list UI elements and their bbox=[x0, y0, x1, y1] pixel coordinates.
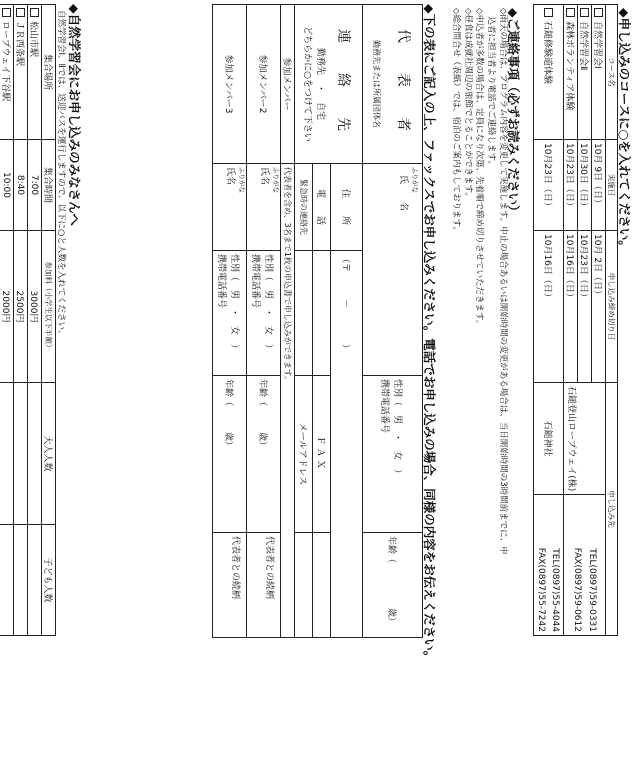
note-line: 込者に担当者より電話でご連絡します。 bbox=[486, 8, 497, 169]
contact-a-name: 石鎚登山ロープウェイ(株) bbox=[564, 383, 606, 495]
note-line: ◇昼食は成就社周辺の旅館でとることができます。 bbox=[462, 8, 473, 201]
member3-relation-field[interactable]: 代表者との続柄 bbox=[213, 533, 247, 638]
course-deadline: 10月23日（日） bbox=[578, 231, 592, 383]
bus-fee: 3000円 bbox=[28, 231, 42, 383]
course-name-header: コース名 bbox=[606, 5, 618, 140]
course-deadline-header: 申し込み締め切り日 bbox=[606, 231, 618, 383]
participants-label: 参加メンバー bbox=[281, 5, 295, 164]
contact-cell: 連 絡 先 勤務先 ・ 自宅 どちらかに○をつけて下さい bbox=[295, 5, 363, 164]
workplace-label: 勤務先または所属団体名 bbox=[372, 40, 381, 128]
note-line: ◇総合問合せ（表紙）では、宿泊のご案内もしております。 bbox=[450, 8, 461, 235]
course-section-heading: ◆申し込みのコースに○を入れてください。 bbox=[617, 8, 632, 253]
course-checkbox[interactable] bbox=[566, 8, 575, 17]
address-field[interactable]: （〒 － ） bbox=[331, 251, 363, 638]
emergency-label: 緊急時の連絡先 bbox=[295, 164, 313, 251]
bus-checkbox[interactable] bbox=[30, 8, 39, 17]
fax-field[interactable] bbox=[313, 533, 331, 638]
contact-a-numbers: TEL(0897)59-0331 FAX(0897)59-0612 bbox=[564, 495, 606, 636]
representative-cell bbox=[363, 5, 423, 164]
course-date: 10月23日（日） bbox=[534, 140, 564, 231]
course-checkbox[interactable] bbox=[594, 8, 603, 17]
notes-list bbox=[449, 8, 508, 555]
note-line: ◇雨天の場合は、プログラム内容を変更して実施します。中止の場合あるいは開始時間の変更がある場合は、当日開始時間の3時間前までに、申 bbox=[498, 8, 508, 555]
contact-header: 申し込み先 bbox=[606, 383, 618, 636]
bus-time: 8:40 bbox=[14, 140, 28, 231]
course-row[interactable]: 森林ボランティア体験 bbox=[564, 5, 578, 140]
emergency-field[interactable] bbox=[295, 251, 313, 376]
name-field[interactable]: ふりがな 氏 名 bbox=[363, 164, 423, 376]
application-form-table bbox=[212, 4, 423, 638]
bus-table bbox=[0, 4, 56, 636]
form-heading: ◆下の表にご記入の上、ファックスでお申し込みください。電話でお申し込みの場合、同様の内容をお伝えください。 bbox=[422, 4, 437, 664]
bus-place-header: 集合場所 bbox=[42, 5, 56, 140]
course-date: 10月30日（日） bbox=[578, 140, 592, 231]
contact-b-name: 石鎚神社 bbox=[534, 383, 564, 495]
age-field[interactable]: 年齢（ 歳） bbox=[363, 533, 423, 638]
contact-b-numbers: TEL(0897)55-4044 FAX(0897)55-7242 bbox=[534, 495, 564, 636]
bus-fee-header: 参加料（小学生以下半額） bbox=[42, 231, 56, 383]
bus-place[interactable]: 松山市駅 bbox=[28, 5, 42, 140]
bus-time: 10:00 bbox=[0, 140, 14, 231]
course-row[interactable]: 石鎚修験道体験 bbox=[534, 5, 564, 140]
bus-time-header: 集合時間 bbox=[42, 140, 56, 231]
course-deadline: 10月 2日（日） bbox=[592, 231, 606, 383]
bus-adults-field[interactable] bbox=[14, 383, 28, 525]
bus-place[interactable]: ロープウェイ下谷駅 bbox=[0, 5, 14, 140]
bus-adults-header: 大人人数 bbox=[42, 383, 56, 525]
member2-age-field[interactable]: 年齢（歳） bbox=[247, 376, 281, 533]
gender-field[interactable]: 性別（ 男 ・ 女 ） 携帯電話番号 bbox=[363, 376, 423, 533]
member3-name-field[interactable]: ふりがな 氏名 bbox=[213, 164, 247, 251]
course-row[interactable]: 自然学習会Ⅰ bbox=[592, 5, 606, 140]
phone-field[interactable] bbox=[313, 251, 331, 376]
bus-children-header: 子ども人数 bbox=[42, 525, 56, 636]
fax-label: ＦＡＸ bbox=[313, 376, 331, 533]
course-checkbox[interactable] bbox=[544, 8, 553, 17]
notes-heading: ◆ご連絡事項（必ずお読みください） bbox=[506, 8, 521, 218]
bus-checkbox[interactable] bbox=[2, 8, 11, 17]
representative-label: 代 表 者 bbox=[395, 29, 411, 139]
note-line: ◇申込者が多数の場合は、定員になり次第、先着順で締め切りさせていただきます。 bbox=[474, 8, 485, 329]
member2-label: 参加メンバー2 bbox=[247, 5, 281, 164]
bus-fee: 2500円 bbox=[14, 231, 28, 383]
member2-relation-field[interactable]: 代表者との続柄 bbox=[247, 533, 281, 638]
member3-gender-field[interactable]: 性別（ 男 ・ 女 ） 携帯電話番号 bbox=[213, 251, 247, 376]
participants-note: 代表者を含め、3名まで1枚の申込書で申し込みができます。 bbox=[281, 164, 295, 638]
bus-time: 7:00 bbox=[28, 140, 42, 231]
course-checkbox[interactable] bbox=[580, 8, 589, 17]
course-date: 10月23日（日） bbox=[564, 140, 578, 231]
course-table bbox=[533, 4, 618, 636]
bus-subtitle: 自然学習会Ⅰ、Ⅱでは、送迎バスを運行しますので、以下に○と人数を入れてください。 bbox=[56, 10, 66, 339]
bus-checkbox[interactable] bbox=[16, 8, 25, 17]
bus-heading: ◆自然学習会にお申し込みのみなさんへ bbox=[67, 4, 82, 226]
phone-label: 電 話 bbox=[313, 164, 331, 251]
email-label: メールアドレス bbox=[295, 376, 313, 533]
course-date: 10月 9日（日） bbox=[592, 140, 606, 231]
bus-children-field[interactable] bbox=[14, 525, 28, 636]
member3-label: 参加メンバー3 bbox=[213, 5, 247, 164]
course-row[interactable]: 自然学習会Ⅱ bbox=[578, 5, 592, 140]
course-date-header: 実施日 bbox=[606, 140, 618, 231]
member3-age-field[interactable]: 年齢（歳） bbox=[213, 376, 247, 533]
bus-adults-field[interactable] bbox=[0, 383, 14, 525]
address-label: 住 所 bbox=[331, 164, 363, 251]
course-deadline: 10月16日（日） bbox=[564, 231, 578, 383]
course-deadline: 10月16日（日） bbox=[534, 231, 564, 383]
bus-place[interactable]: ＪＲ西条駅 bbox=[14, 5, 28, 140]
bus-fee: 2000円 bbox=[0, 231, 14, 383]
bus-children-field[interactable] bbox=[0, 525, 14, 636]
bus-adults-field[interactable] bbox=[28, 383, 42, 525]
bus-children-field[interactable] bbox=[28, 525, 42, 636]
member2-name-field[interactable]: ふりがな 氏名 bbox=[247, 164, 281, 251]
member2-gender-field[interactable]: 性別（ 男 ・ 女 ） 携帯電話番号 bbox=[247, 251, 281, 376]
email-field[interactable] bbox=[295, 533, 313, 638]
